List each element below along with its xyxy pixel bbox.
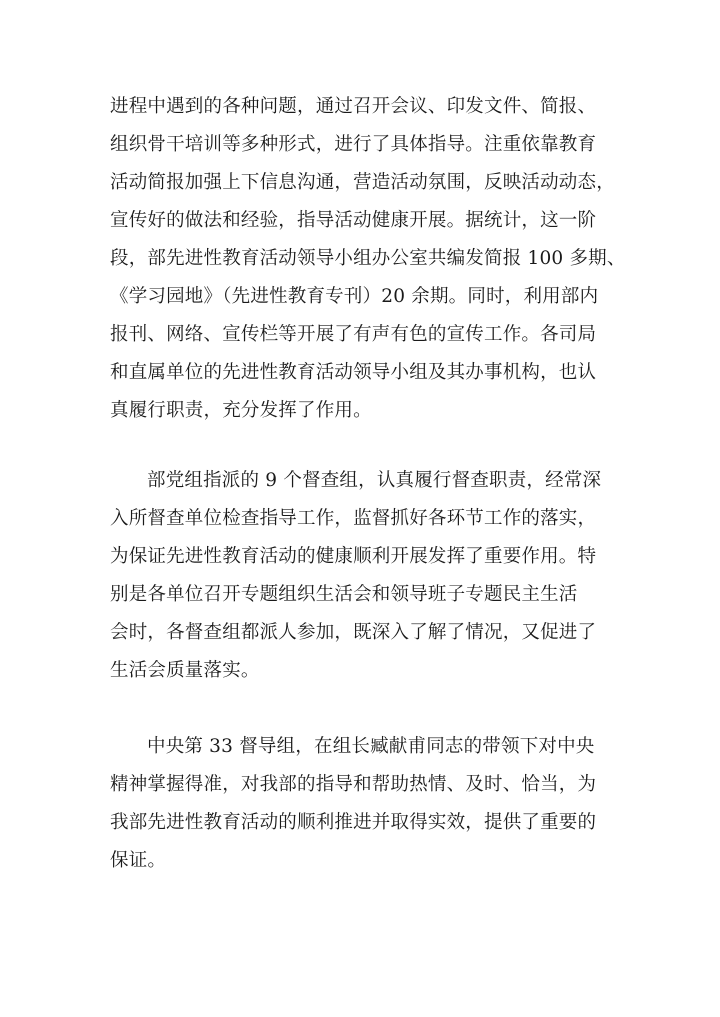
text-line: 和直属单位的先进性教育活动领导小组及其办事机构，也认 (110, 362, 597, 383)
text-line: 部党组指派的 9 个督查组，认真履行督查职责，经常深 (147, 470, 602, 491)
text-line: 进程中遇到的各种问题，通过召开会议、印发文件、简报、 (110, 96, 597, 117)
text-line: 《学习园地》（先进性教育专刊）20 余期。同时，利用部内 (110, 286, 599, 307)
text-line: 为保证先进性教育活动的健康顺利开展发挥了重要作用。特 (110, 546, 597, 567)
paragraph-3 (110, 728, 620, 880)
text-line: 段，部先进性教育活动领导小组办公室共编发简报 100 多期、 (110, 248, 626, 269)
text-line: 我部先进性教育活动的顺利推进并取得实效，提供了重要的 (110, 812, 597, 833)
text-line: 入所督查单位检查指导工作，监督抓好各环节工作的落实， (110, 508, 597, 529)
text-line: 活动简报加强上下信息沟通，营造活动氛围，反映活动动态， (110, 172, 615, 193)
text-line: 报刊、网络、宣传栏等开展了有声有色的宣传工作。各司局 (110, 324, 597, 345)
text-line: 会时，各督查组都派人参加，既深入了解了情况，又促进了 (110, 622, 597, 643)
text-line: 宣传好的做法和经验，指导活动健康开展。据统计，这一阶 (110, 210, 597, 231)
text-line: 保证。 (110, 850, 167, 871)
text-line: 组织骨干培训等多种形式，进行了具体指导。注重依靠教育 (110, 134, 597, 155)
text-line: 别是各单位召开专题组织生活会和领导班子专题民主生活 (110, 584, 578, 605)
paragraph-1 (110, 88, 626, 430)
paragraph-2 (110, 462, 620, 690)
text-line: 中央第 33 督导组，在组长臧献甫同志的带领下对中央 (147, 736, 595, 757)
text-line: 生活会质量落实。 (110, 660, 260, 681)
text-line: 精神掌握得准，对我部的指导和帮助热情、及时、恰当，为 (110, 774, 597, 795)
text-line: 真履行职责，充分发挥了作用。 (110, 400, 372, 421)
